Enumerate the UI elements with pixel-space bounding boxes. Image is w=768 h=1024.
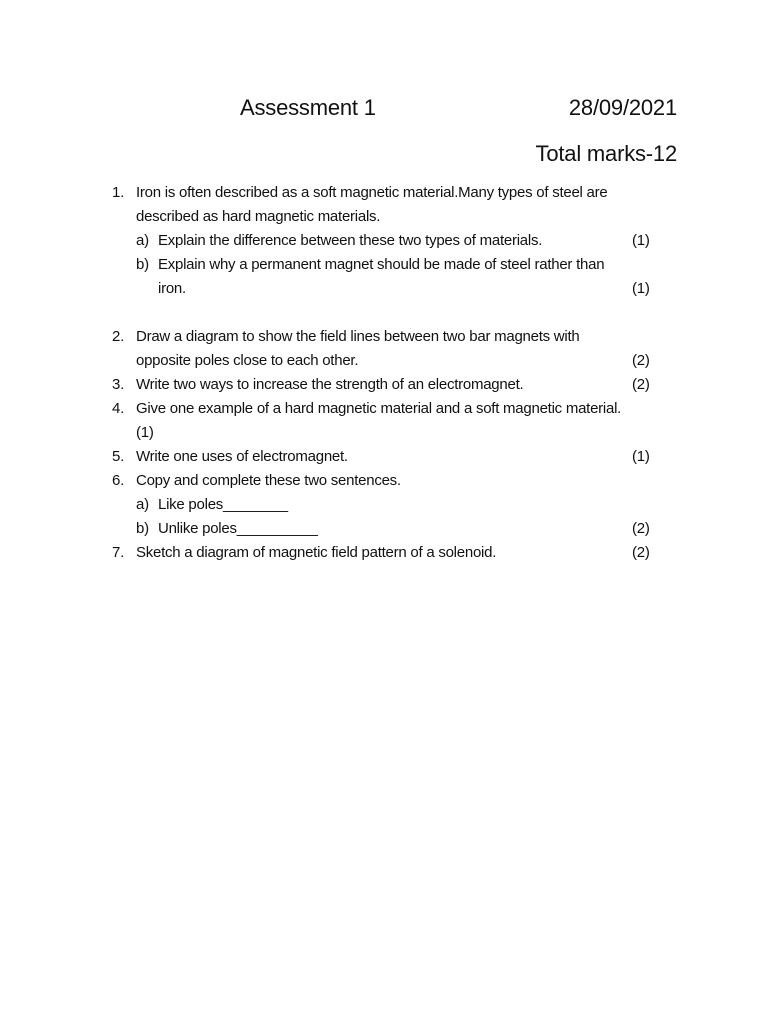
question-6 <box>112 469 682 541</box>
question-text: Iron is often described as a soft magnetic material.Many types of steel are <box>136 184 608 201</box>
marks-label: (1) <box>632 232 650 249</box>
part-text: Explain the difference between these two types of materials. <box>158 232 543 249</box>
marks-label: (2) <box>632 376 650 393</box>
question-text: Draw a diagram to show the field lines between two bar magnets with <box>136 328 580 345</box>
question-6b <box>112 517 682 541</box>
question-number: 5. <box>112 448 125 465</box>
question-1a <box>112 229 682 253</box>
question-text: opposite poles close to each other. <box>136 352 359 369</box>
part-label: a) <box>136 232 149 249</box>
question-number: 4. <box>112 400 125 417</box>
question-number: 7. <box>112 544 125 561</box>
page-title: Assessment 1 <box>240 95 376 120</box>
marks-label: (1) <box>136 424 154 441</box>
assessment-date: 28/09/2021 <box>568 95 677 120</box>
question-text: Write two ways to increase the strength of an electromagnet. <box>136 376 524 393</box>
part-text: Unlike poles__________ <box>158 520 318 537</box>
question-text: Write one uses of electromagnet. <box>136 448 348 465</box>
question-1b <box>112 253 682 277</box>
part-text: iron. <box>158 280 186 297</box>
marks-label: (2) <box>632 520 650 537</box>
marks-label: (2) <box>632 544 650 561</box>
question-number: 2. <box>112 328 125 345</box>
spacer <box>112 301 682 325</box>
question-1 <box>112 181 682 301</box>
marks-label: (1) <box>632 280 650 297</box>
part-label: b) <box>136 520 149 537</box>
question-text: Sketch a diagram of magnetic field pattern of a solenoid. <box>136 544 497 561</box>
question-text: Copy and complete these two sentences. <box>136 472 401 489</box>
marks-label: (2) <box>632 352 650 369</box>
part-label: a) <box>136 496 149 513</box>
question-3 <box>112 373 682 397</box>
question-text: described as hard magnetic materials. <box>136 208 381 225</box>
question-number: 1. <box>112 184 125 201</box>
question-number: 6. <box>112 472 125 489</box>
total-marks: Total marks-12 <box>535 141 677 166</box>
part-text: Like poles________ <box>158 496 288 513</box>
question-4 <box>112 397 682 445</box>
marks-label: (1) <box>632 448 650 465</box>
question-2 <box>112 325 682 373</box>
question-5 <box>112 445 682 469</box>
part-text: Explain why a permanent magnet should be made of steel rather than <box>158 256 605 273</box>
question-6a <box>112 493 682 517</box>
question-list <box>112 181 682 565</box>
part-label: b) <box>136 256 149 273</box>
question-7 <box>112 541 682 565</box>
question-number: 3. <box>112 376 125 393</box>
question-text: Give one example of a hard magnetic material and a soft magnetic material. <box>136 400 622 417</box>
